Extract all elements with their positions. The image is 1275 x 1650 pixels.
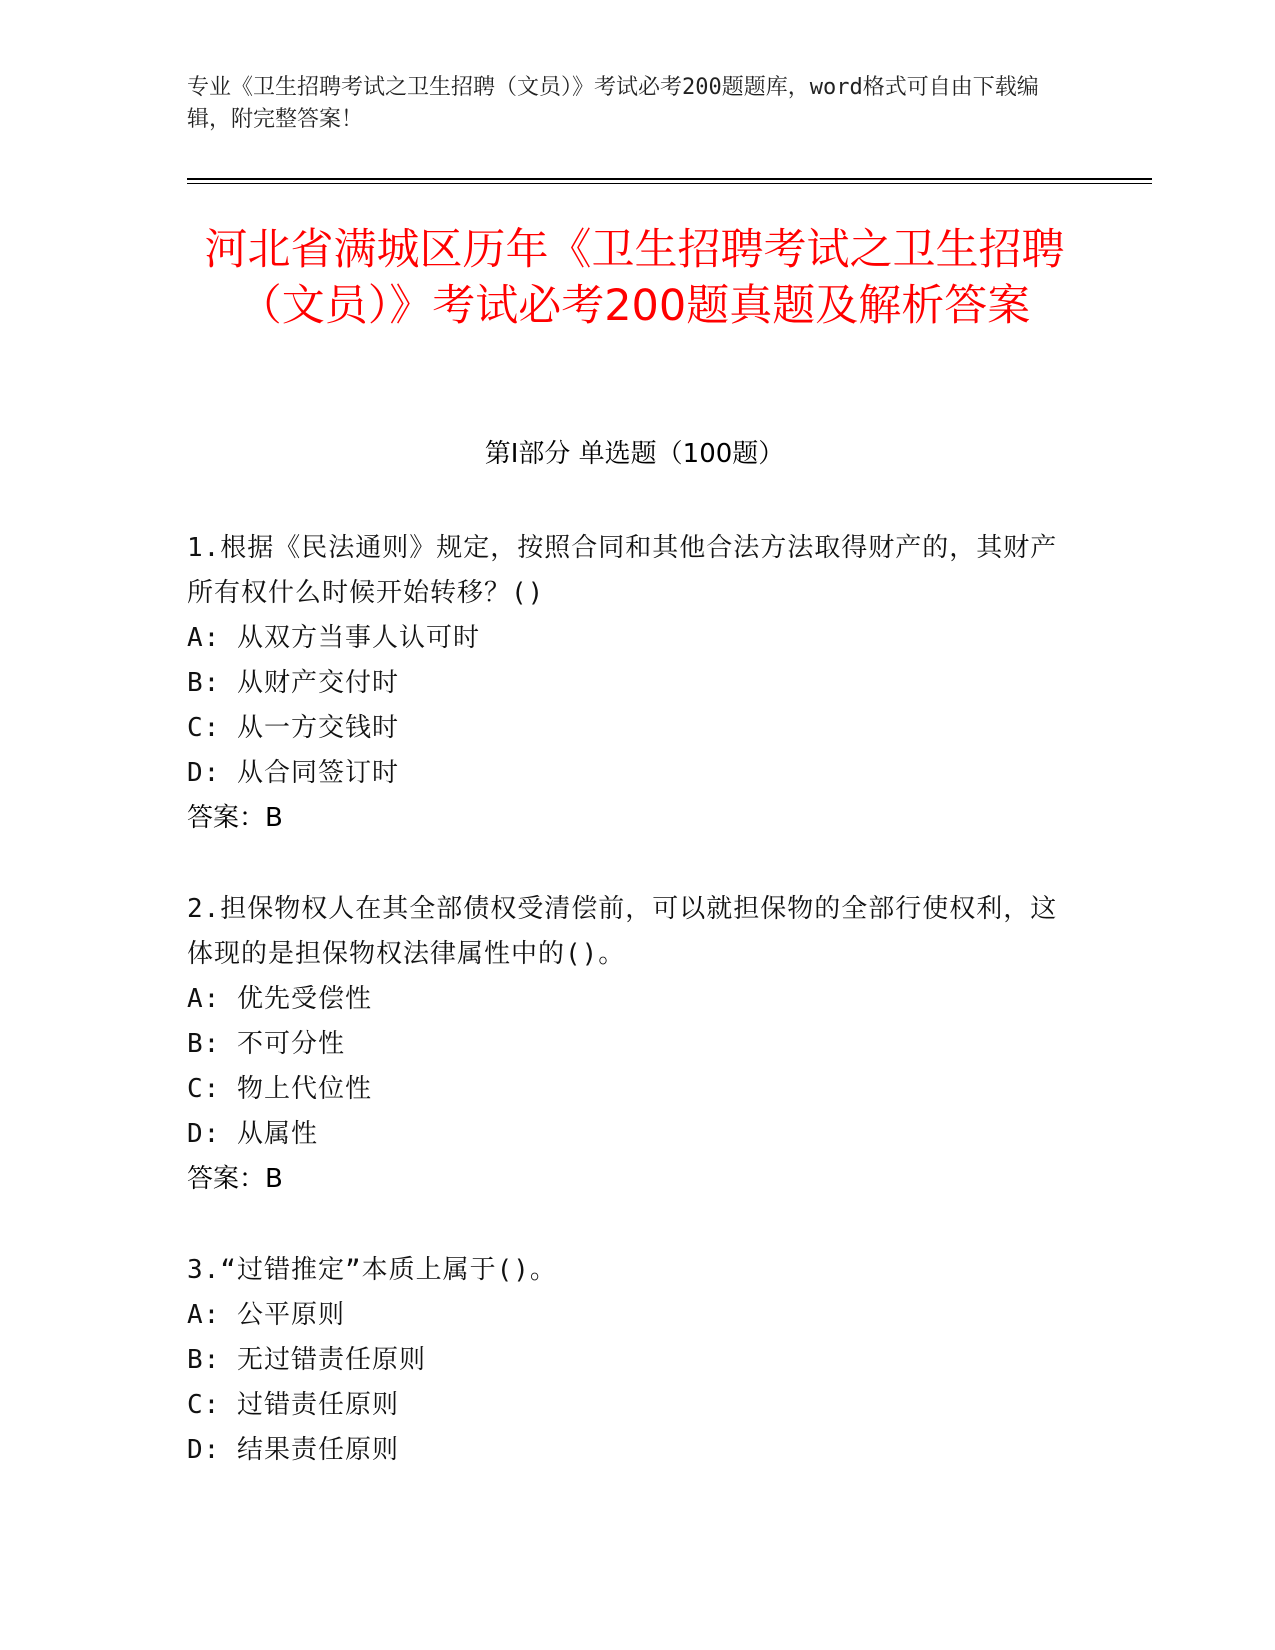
option-b: B: 从财产交付时 [187, 668, 399, 698]
option-b: B: 不可分性 [187, 1029, 345, 1059]
question-1 [187, 526, 1067, 841]
option-a: A: 公平原则 [187, 1300, 345, 1330]
section-title: 第I部分 单选题（100题） [484, 439, 785, 469]
option-d: D: 从属性 [187, 1119, 318, 1149]
option-c: C: 从一方交钱时 [187, 713, 399, 743]
question-stem: 3.“过错推定”本质上属于()。 [187, 1255, 557, 1285]
document-title: 河北省满城区历年《卫生招聘考试之卫生招聘（文员）》考试必考200题真题及解析答案 [204, 225, 1065, 331]
option-c: C: 物上代位性 [187, 1074, 372, 1104]
question-list [187, 526, 1067, 1519]
question-stem: 1.根据《民法通则》规定，按照合同和其他合法方法取得财产的，其财产所有权什么时候开始转移？() [187, 533, 1058, 608]
header-rule-thick [187, 178, 1152, 180]
answer: 答案：B [187, 803, 283, 833]
answer: 答案：B [187, 1164, 283, 1194]
option-b: B: 无过错责任原则 [187, 1345, 426, 1375]
option-d: D: 结果责任原则 [187, 1435, 399, 1465]
question-2 [187, 887, 1067, 1202]
header-rule-thin [187, 183, 1152, 184]
option-c: C: 过错责任原则 [187, 1390, 399, 1420]
header-note: 专业《卫生招聘考试之卫生招聘（文员）》考试必考200题题库，word格式可自由下载编辑，附完整答案！ [187, 75, 1039, 132]
question-3 [187, 1248, 1067, 1473]
question-stem: 2.担保物权人在其全部债权受清偿前，可以就担保物的全部行使权利，这体现的是担保物权法律属性中的()。 [187, 894, 1058, 969]
option-a: A: 从双方当事人认可时 [187, 623, 480, 653]
option-d: D: 从合同签订时 [187, 758, 399, 788]
option-a: A: 优先受偿性 [187, 984, 372, 1014]
